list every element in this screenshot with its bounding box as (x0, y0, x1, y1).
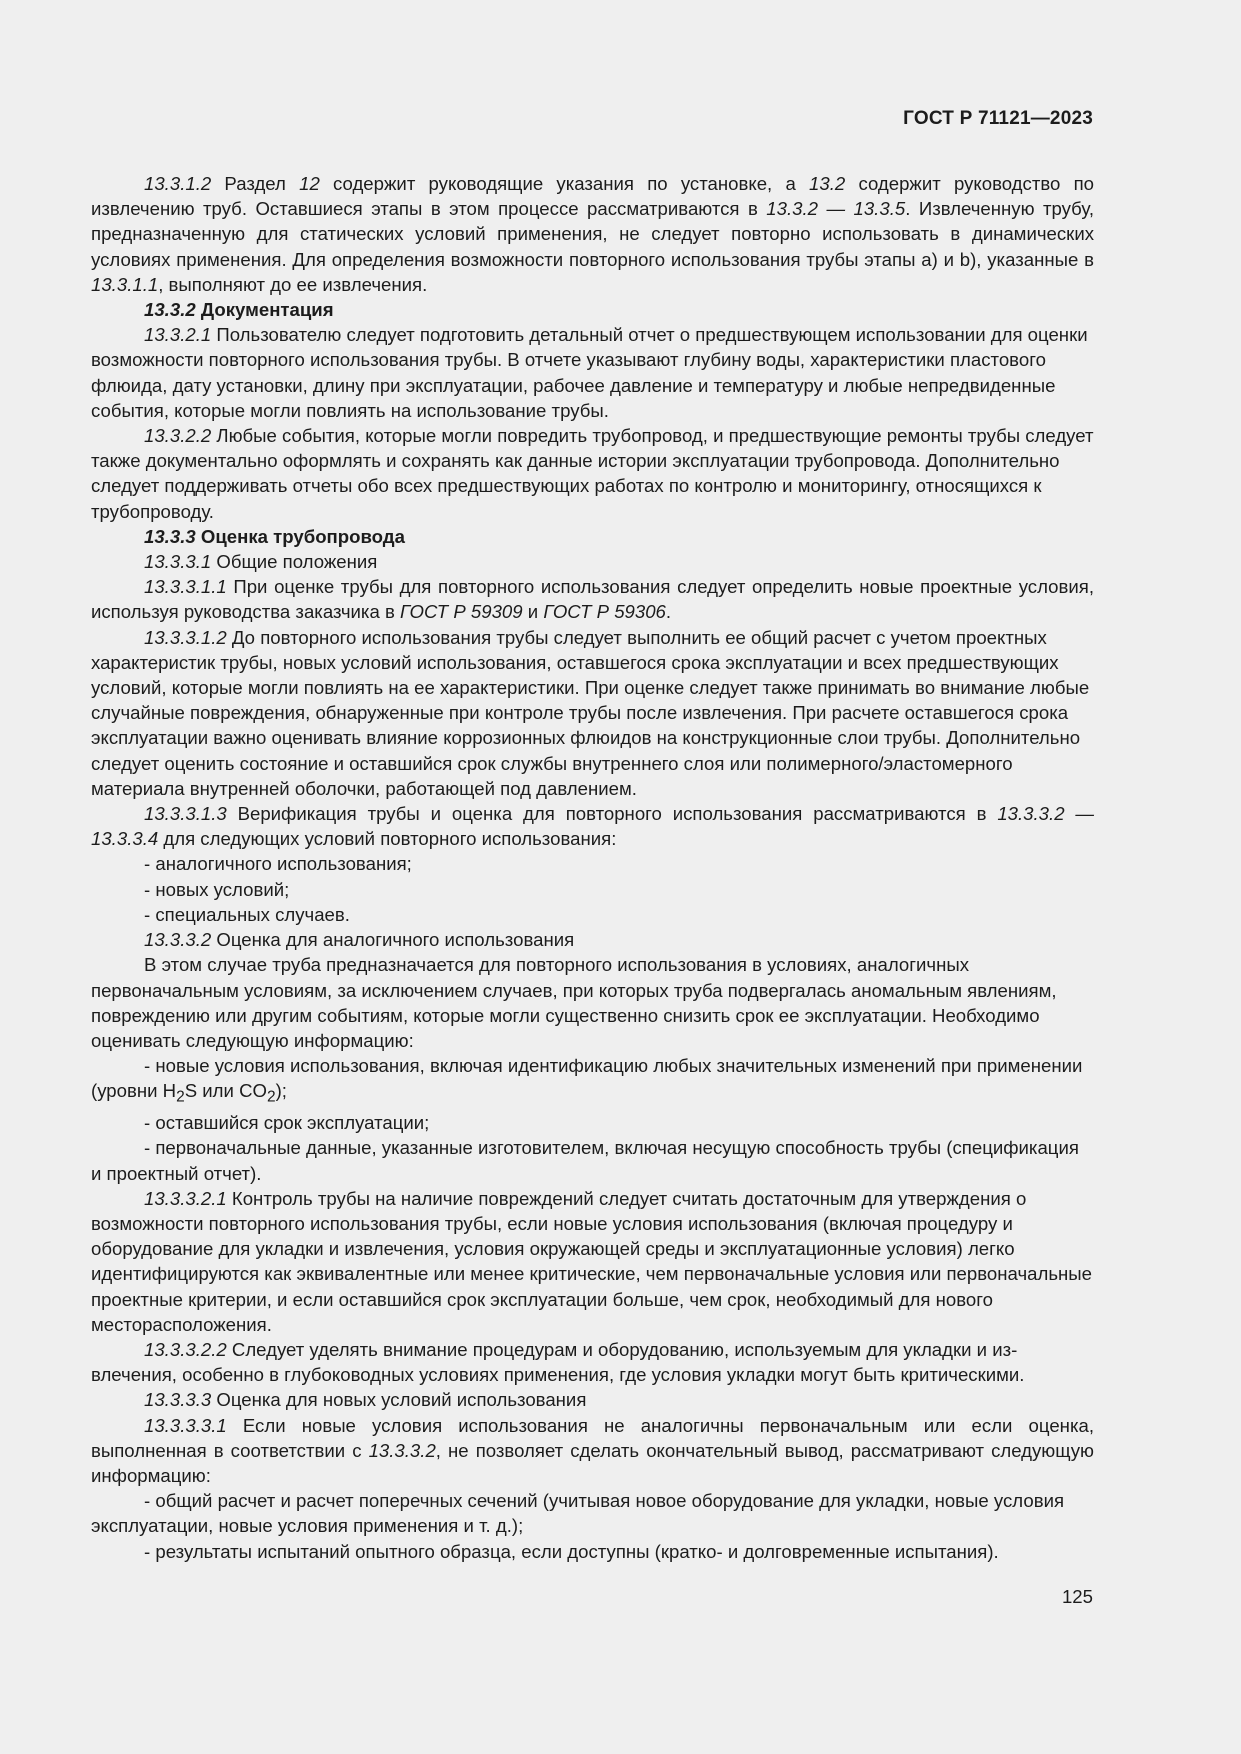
text-run: 13.3.3.2.1 (144, 1187, 227, 1209)
text-run: 13.3.1.1 (91, 273, 159, 295)
text-run: 13.3.2.1 (144, 324, 212, 346)
text-run: 13.3.2 — 13.3.5 (766, 198, 906, 220)
text-run: Если новые условия использования не аналогичны первоначальным или если оценка, выполненная в соответствии с (91, 1414, 1094, 1461)
paragraph-p20 (91, 1387, 1094, 1412)
text-run: Верификация трубы и оценка для повторного использования рассматриваются в (226, 803, 998, 825)
text-run: 13.3.3.2 — 13.3.3.4 (91, 803, 1094, 850)
text-run: - новые условия использования, включая идентификацию любых значительных изменений при применении (уровни H (91, 1055, 1083, 1102)
text-run: 13.3.1.2 (144, 173, 212, 194)
text-run: В этом случае труба предназначается для повторного использования в условиях, аналогичных первоначальным условиям, за исключением случаев, при которых труба подвергалась аномальным явлениям, повреждению или другим событиям, которые могли существенно снизить срок ее эксплуатации. Необходимо оценивать следующую информацию: (91, 954, 1057, 1051)
paragraph-p12 (91, 902, 1094, 927)
text-run: - новых условий; (144, 878, 290, 900)
document-id-header: ГОСТ Р 71121—2023 (903, 108, 1093, 129)
paragraph-p18 (91, 1186, 1094, 1337)
text-run: При оценке трубы для повторного использования следует определить новые проектные условия, используя руководства заказчика в (91, 576, 1094, 623)
text-run: 13.3.3.1 (144, 551, 212, 573)
text-run: 13.3.3.3.1 (144, 1414, 227, 1436)
paragraph-p2 (91, 297, 1094, 322)
text-run: 13.3.3.2 (144, 929, 212, 951)
text-run: - специальных случаев. (144, 903, 350, 925)
text-run: Оценка для аналогичного использования (211, 929, 575, 951)
text-run: - результаты испытаний опытного образца, если доступны (кратко- и долговременные испытания). (144, 1540, 999, 1562)
text-run: 13.3.3.1.2 (144, 626, 227, 648)
text-run: 13.3.2.2 (144, 425, 212, 447)
text-run: 13.2 (809, 173, 846, 194)
text-run: 12 (299, 173, 320, 194)
text-run: ГОСТ Р 59309 (400, 601, 523, 623)
text-run: 13.3.3.1.3 (144, 803, 227, 825)
text-run: Документация (195, 299, 334, 321)
text-run: 2 (266, 1089, 276, 1107)
paragraph-p22 (91, 1488, 1094, 1538)
text-run: содержит руководство по извлечению труб. Оставшиеся этапы в этом процессе рассматриваются в (91, 173, 1094, 220)
text-run: 13.3.3.3 (144, 1389, 212, 1411)
text-run: - общий расчет и расчет поперечных сечений (учитывая новое оборудование для укладки, новые условия эксплуатации, новые условия применения и т. д.); (91, 1490, 1065, 1537)
page-number: 125 (1061, 1586, 1093, 1607)
text-run: - аналогичного использования; (144, 853, 412, 875)
text-run: Раздел (211, 173, 300, 194)
text-run: ); (275, 1080, 287, 1102)
body-text (91, 171, 1094, 1564)
text-run: 13.3.3.2 (368, 1439, 436, 1461)
text-run: и (522, 601, 544, 623)
text-run: 13.3.3.1.1 (144, 576, 227, 598)
text-run: - первоначальные данные, указанные изготовителем, включая несущую способность трубы (спецификация и проектный отчет). (91, 1137, 1079, 1184)
paragraph-p1 (91, 171, 1094, 297)
text-run: Оценка трубопровода (195, 525, 405, 547)
paragraph-p8 (91, 625, 1094, 801)
paragraph-p9 (91, 801, 1094, 851)
text-run: До повторного использования трубы следует выполнить ее общий расчет с учетом проектных характеристик трубы, новых условий использования, оставшегося срока эксплуатации и всех предшествующих условий, которые могли повлиять на ее характеристики. При оценке следует также принимать во внимание любые случайные повреждения, обнаруженные при контроле трубы после извлечения. При расчете оставшегося срока эксплуатации важно оценивать влияние коррозионных флюидов на конструкционные слои трубы. Дополнительно следует оценить состояние и оставшийся срок службы внутреннего слоя или полимерного/эластомерного материала внутренней оболочки, работающей под давлением. (91, 626, 1090, 799)
text-run: , не позволяет сделать окончательный вывод, рассматривают следующую информацию: (91, 1439, 1094, 1487)
text-run: . (665, 601, 672, 623)
paragraph-p13 (91, 927, 1094, 952)
paragraph-p3 (91, 322, 1094, 423)
text-run: Оценка для новых условий использования (211, 1389, 587, 1411)
paragraph-p17 (91, 1135, 1094, 1185)
text-run: содержит руководящие указания по установке, а (319, 173, 810, 194)
paragraph-p19 (91, 1337, 1094, 1387)
text-run: Пользователю следует подготовить детальный отчет о предшествующем использовании для оценки возможности повторного использования трубы. В отчете указывают глубину воды, характеристики пластового флюида, дату установки, длину при эксплуатации, рабочее давление и температуру и любые непредвиденные события, которые могли повлиять на использование трубы. (91, 324, 1088, 421)
paragraph-p21 (91, 1413, 1094, 1489)
text-run: для следующих условий повторного использования: (158, 828, 617, 850)
text-run: Контроль трубы на наличие повреждений следует считать достаточным для утверждения о возможности повторного использования трубы, если новые условия использования (включая процедуру и оборудование для укладки и извлечения, условия окружающей среды и эксплуатационные условия) легко идентифицируются как эквивалентные или менее критические, чем первоначальные условия или первоначальные проектные критерии, и если оставшийся срок эксплуатации больше, чем срок, необходимый для нового месторасположения. (91, 1187, 1092, 1335)
paragraph-p4 (91, 423, 1094, 524)
text-run: S или CO (184, 1080, 267, 1102)
paragraph-p6 (91, 549, 1094, 574)
text-run: 13.3.2 (144, 299, 196, 321)
paragraph-p5 (91, 524, 1094, 549)
text-run: Следует уделять внимание процедурам и оборудованию, используемым для укладки и извлечения, особенно в глубоководных условиях применения, где условия укладки могут быть критическими. (91, 1339, 1025, 1386)
paragraph-p7 (91, 574, 1094, 624)
paragraph-p23 (91, 1539, 1094, 1564)
paragraph-p11 (91, 877, 1094, 902)
text-run: Общие положения (211, 551, 378, 573)
paragraph-p15 (91, 1053, 1094, 1110)
paragraph-p14 (91, 952, 1094, 1053)
text-run: , выполняют до ее извлечения. (158, 273, 428, 295)
text-run: 13.3.3.2.2 (144, 1339, 227, 1361)
text-run: 13.3.3 (144, 525, 196, 547)
text-run: - оставшийся срок эксплуатации; (144, 1112, 430, 1134)
text-run: 2 (176, 1089, 185, 1107)
text-run: . Извлеченную трубу, предназначенную для статических условий применения, не следует повторно использовать в динамических условиях применения. Для определения возможности повторного использования трубы этапы а) и b), указанные в (91, 198, 1094, 270)
paragraph-p10 (91, 851, 1094, 876)
paragraph-p16 (91, 1110, 1094, 1135)
text-run: ГОСТ Р 59306 (543, 601, 666, 623)
text-run: Любые события, которые могли повредить трубопровод, и предшествующие ремонты трубы следует также документально оформлять и сохранять как данные истории эксплуатации трубопровода. Дополнительно следует поддерживать отчеты обо всех предшествующих работах по контролю и мониторингу, относящихся к трубопроводу. (91, 425, 1094, 522)
